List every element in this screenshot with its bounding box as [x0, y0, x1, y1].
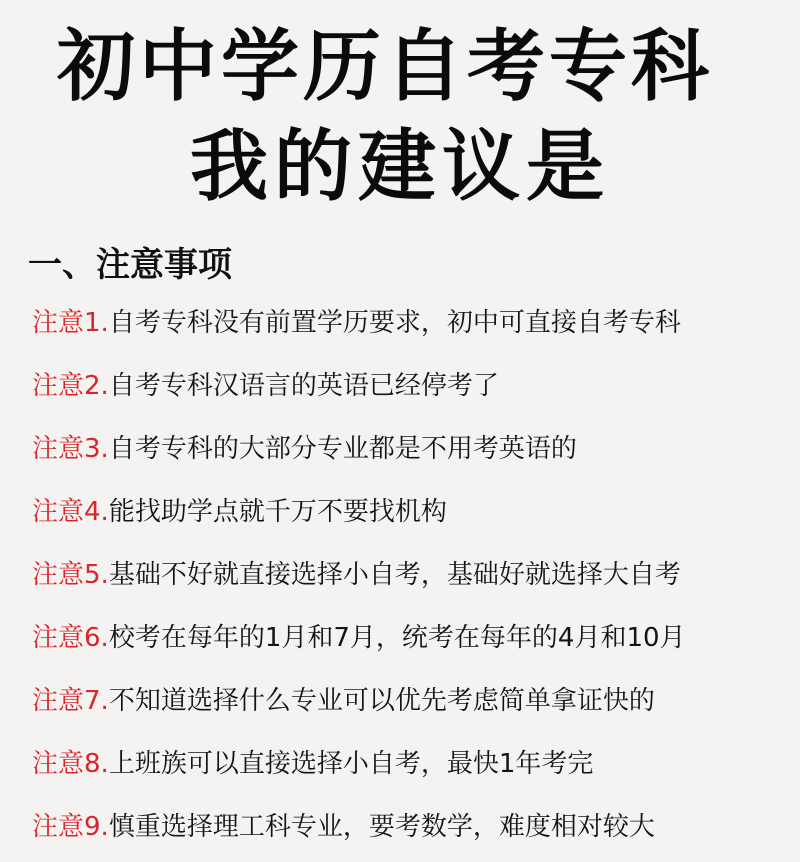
note-text: 不知道选择什么专业可以优先考虑简单拿证快的 [108, 686, 655, 716]
list-item [32, 484, 792, 547]
list-item [32, 358, 792, 421]
note-label: 注意1. [32, 308, 109, 338]
notes-list [32, 295, 792, 862]
note-label: 注意4. [32, 497, 109, 527]
note-text: 自考专科没有前置学历要求，初中可直接自考专科 [108, 308, 681, 338]
note-text: 能找助学点就千万不要找机构 [108, 497, 447, 527]
note-label: 注意2. [32, 371, 109, 401]
note-text: 上班族可以直接选择小自考，最快1年考完 [108, 749, 594, 779]
note-label: 注意6. [32, 623, 109, 653]
note-text: 自考专科汉语言的英语已经停考了 [108, 371, 499, 401]
page-title-line-1: 初中学历自考专科 [56, 22, 713, 112]
note-text: 自考专科的大部分专业都是不用考英语的 [108, 434, 577, 464]
note-text: 慎重选择理工科专业，要考数学，难度相对较大 [108, 812, 655, 842]
page-title-line-2: 我的建议是 [189, 122, 610, 212]
note-text: 基础不好就直接选择小自考，基础好就选择大自考 [108, 560, 681, 590]
note-text: 校考在每年的1月和7月，统考在每年的4月和10月 [108, 623, 686, 653]
note-label: 注意3. [32, 434, 109, 464]
list-item [32, 736, 792, 799]
list-item [32, 295, 792, 358]
section-heading: 一、注意事项 [28, 245, 232, 285]
list-item [32, 421, 792, 484]
list-item [32, 610, 792, 673]
list-item [32, 547, 792, 610]
note-label: 注意9. [32, 812, 109, 842]
note-label: 注意5. [32, 560, 109, 590]
note-label: 注意8. [32, 749, 109, 779]
note-label: 注意7. [32, 686, 109, 716]
list-item [32, 673, 792, 736]
